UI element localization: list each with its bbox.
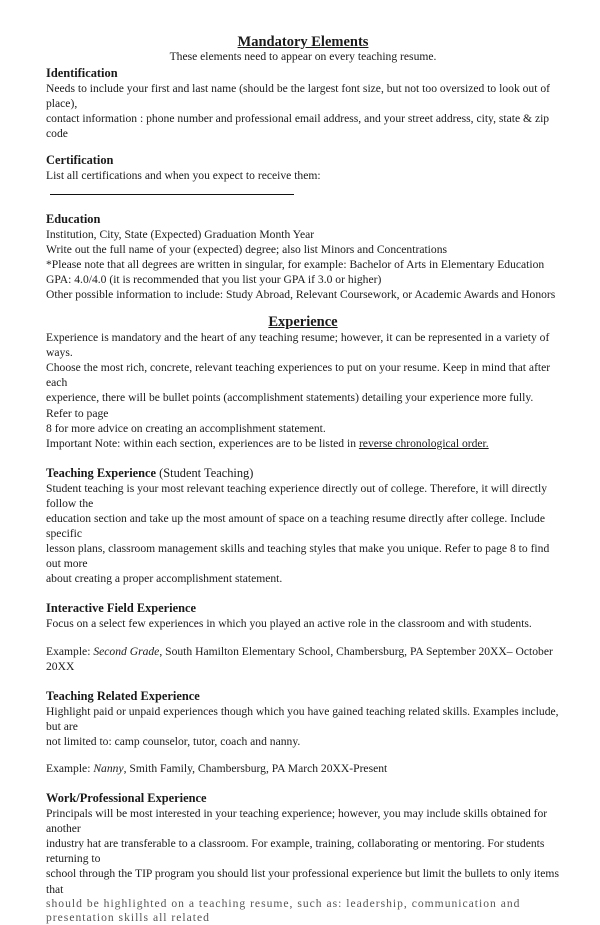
teaching-line-1: Student teaching is your most relevant teaching experience directly out of college. Therefore, it will directly follow the: [46, 481, 548, 510]
interactive-example: [46, 644, 560, 674]
education-line-2: Write out the full name of your (expected) degree; also list Minors and Concentrations: [46, 242, 448, 256]
note-emphasis: reverse chronological order.: [358, 436, 489, 450]
experience-line-4: 8 for more advice on creating an accomplishment statement.: [46, 421, 326, 435]
interactive-example-rest: , South Hamilton Elementary School, Chambersburg, PA September 20XX– October 20XX: [46, 644, 553, 673]
experience-section: [46, 314, 560, 451]
teaching-heading: [46, 466, 560, 481]
intro-text: These elements need to appear on every teaching resume.: [169, 50, 437, 63]
education-heading: Education: [46, 211, 101, 226]
teaching-heading-paren: (Student Teaching): [159, 465, 254, 480]
work-line-1: Principals will be most interested in your teaching experience; however, you may include skills obtained for another: [46, 807, 548, 836]
teaching-heading-text: Teaching Experience: [46, 465, 157, 480]
interactive-example-italic: Second Grade: [93, 644, 160, 658]
work-line-3: school through the TIP program you should list your professional experience but limit the bullets to only items that: [46, 867, 559, 896]
related-line-1: Highlight paid or unpaid experiences though which you have gained teaching related skills. Examples include, but are: [46, 704, 559, 733]
teaching-line-2: education section and take up the most amount of space on a teaching resume directly after college. Include specific: [46, 511, 545, 541]
work-professional-section: [46, 791, 560, 924]
education-line-4: GPA: 4.0/4.0 (it is recommended that you list your GPA if 3.0 or higher): [46, 272, 382, 286]
related-heading: Teaching Related Experience: [46, 688, 200, 703]
certification-heading: Certification: [46, 153, 114, 168]
certification-section: [46, 153, 560, 199]
education-line-1: Institution, City, State (Expected) Graduation Month Year: [46, 227, 315, 241]
interactive-heading: Interactive Field Experience: [46, 601, 197, 616]
experience-important-note: [46, 436, 560, 451]
experience-title: Experience: [268, 314, 338, 331]
work-line-2: industry hat are transferable to a classroom. For example, training, collaborating or mentoring. For students returning to: [46, 837, 545, 866]
work-line-4-cutoff: should be highlighted on a teaching resume, such as: leadership, communication and presentation skills all related: [46, 896, 521, 924]
identification-heading: Identification: [46, 66, 118, 80]
note-prefix: Important Note: within each section, experiences are to be listed in: [46, 436, 359, 450]
education-line-3: *Please note that all degrees are written in singular, for example: Bachelor of Arts in Elementary Education: [46, 257, 545, 271]
identification-section: [46, 66, 560, 141]
teaching-experience-section: [46, 466, 560, 587]
education-section: [46, 212, 560, 302]
interactive-field-section: [46, 601, 560, 673]
interactive-example-prefix: Example:: [46, 644, 94, 658]
identification-line-1: Needs to include your first and last name (should be the largest font size, but not too oversized to look out of place),: [46, 82, 551, 111]
certification-text: List all certifications and when you expect to receive them:: [46, 169, 321, 183]
work-heading: Work/Professional Experience: [46, 791, 207, 806]
related-example-italic: Nanny: [93, 762, 124, 775]
experience-line-3: experience, there will be bullet points (accomplishment statements) detailing your experience more fully. Refer to page: [46, 391, 534, 420]
teaching-related-section: [46, 689, 560, 776]
related-line-2: not limited to: camp counselor, tutor, coach and nanny.: [46, 734, 301, 748]
related-example-rest: , Smith Family, Chambersburg, PA March 20XX-Present: [123, 762, 388, 775]
related-example-prefix: Example:: [46, 762, 94, 775]
teaching-line-4: about creating a proper accomplishment statement.: [46, 572, 283, 586]
page-title: Mandatory Elements: [237, 34, 369, 50]
experience-line-2: Choose the most rich, concrete, relevant teaching experiences to put on your resume. Keep in mind that after each: [46, 361, 551, 390]
education-line-5: Other possible information to include: Study Abroad, Relevant Coursework, or Academic Awards and Honors: [46, 287, 556, 301]
interactive-line-1: Focus on a select few experiences in which you played an active role in the classroom and with students.: [46, 617, 532, 631]
identification-line-2: contact information : phone number and professional email address, and your street address, city, state & zip code: [46, 112, 550, 141]
experience-line-1: Experience is mandatory and the heart of any teaching resume; however, it can be represented in a variety of ways.: [46, 331, 550, 360]
certification-line: [46, 168, 560, 199]
certification-blank-field: [50, 183, 294, 195]
teaching-line-3: lesson plans, classroom management skills and teaching styles that make you unique. Refer to page 8 to find out more: [46, 542, 550, 571]
related-example: [46, 761, 560, 776]
